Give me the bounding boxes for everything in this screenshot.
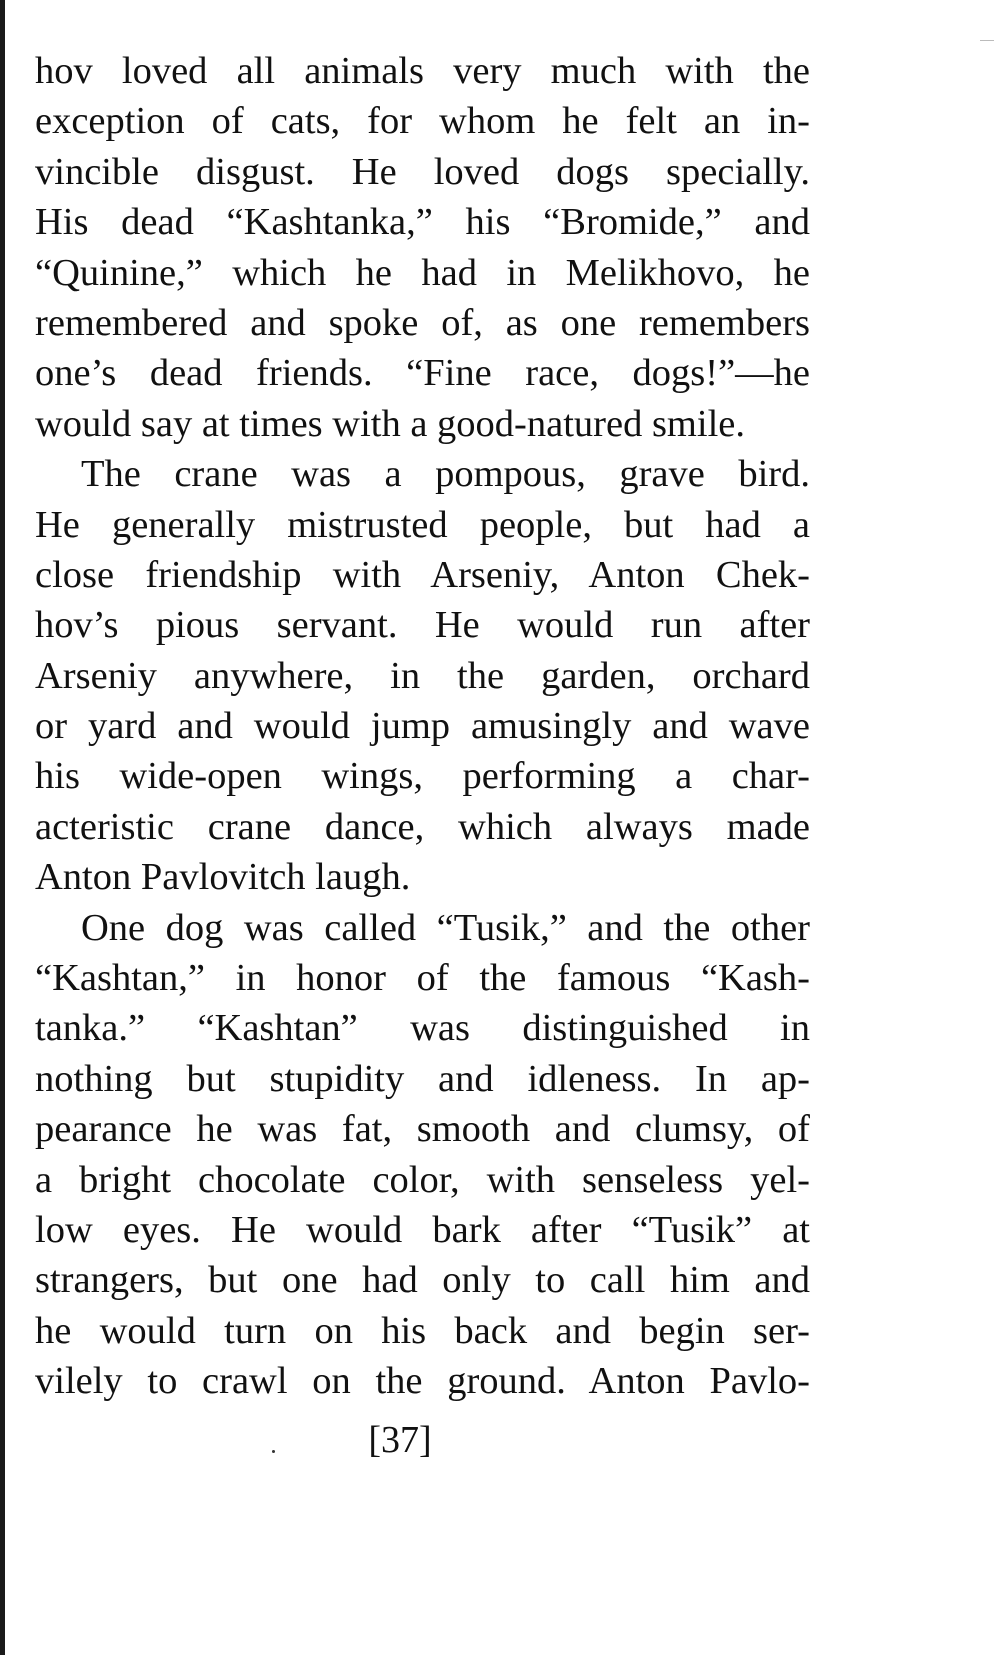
text-line: or yard and would jump amusingly and wave <box>35 705 810 748</box>
text-line: he would turn on his back and begin ser- <box>35 1309 810 1352</box>
text-line: vincible disgust. He loved dogs specially. <box>35 150 810 193</box>
text-line: exception of cats, for whom he felt an in- <box>35 100 810 143</box>
text-line: hov loved all animals very much with the <box>35 50 810 92</box>
text-line: nothing but stupidity and idleness. In ap- <box>35 1057 810 1100</box>
text-line: his wide-open wings, performing a char- <box>35 755 810 798</box>
text-line: Anton Pavlovitch laugh. <box>35 856 411 899</box>
text-line: “Quinine,” which he had in Melikhovo, he <box>35 251 810 294</box>
text-line: close friendship with Arseniy, Anton Chek- <box>35 553 810 596</box>
text-line: tanka.” “Kashtan” was distinguished in <box>35 1007 810 1050</box>
text-line: “Kashtan,” in honor of the famous “Kash- <box>35 957 810 1000</box>
scan-mark <box>980 40 994 41</box>
text-line: He generally mistrusted people, but had a <box>35 503 810 546</box>
text-line: Arseniy anywhere, in the garden, orchard <box>35 654 810 697</box>
text-line: strangers, but one had only to call him and <box>35 1259 810 1302</box>
page-number: [37] <box>368 1419 432 1461</box>
text-line: low eyes. He would bark after “Tusik” at <box>35 1208 810 1251</box>
page-binding-edge <box>0 0 5 1655</box>
text-line: one’s dead friends. “Fine race, dogs!”—he <box>35 352 810 395</box>
text-line-paragraph-start: One dog was called “Tusik,” and the other <box>81 906 810 949</box>
text-line: acteristic crane dance, which always made <box>35 805 810 848</box>
text-line: a bright chocolate color, with senseless yel- <box>35 1158 810 1201</box>
text-line: remembered and spoke of, as one remembers <box>35 301 810 344</box>
scan-speck <box>272 1450 275 1453</box>
text-line: pearance he was fat, smooth and clumsy, of <box>35 1108 810 1151</box>
text-line: His dead “Kashtanka,” his “Bromide,” and <box>35 201 810 244</box>
text-line: hov’s pious servant. He would run after <box>35 604 810 647</box>
body-text <box>35 46 810 1407</box>
text-line: would say at times with a good-natured smile. <box>35 402 745 445</box>
text-line-paragraph-start: The crane was a pompous, grave bird. <box>81 453 810 496</box>
text-line: vilely to crawl on the ground. Anton Pavlo- <box>35 1360 810 1403</box>
